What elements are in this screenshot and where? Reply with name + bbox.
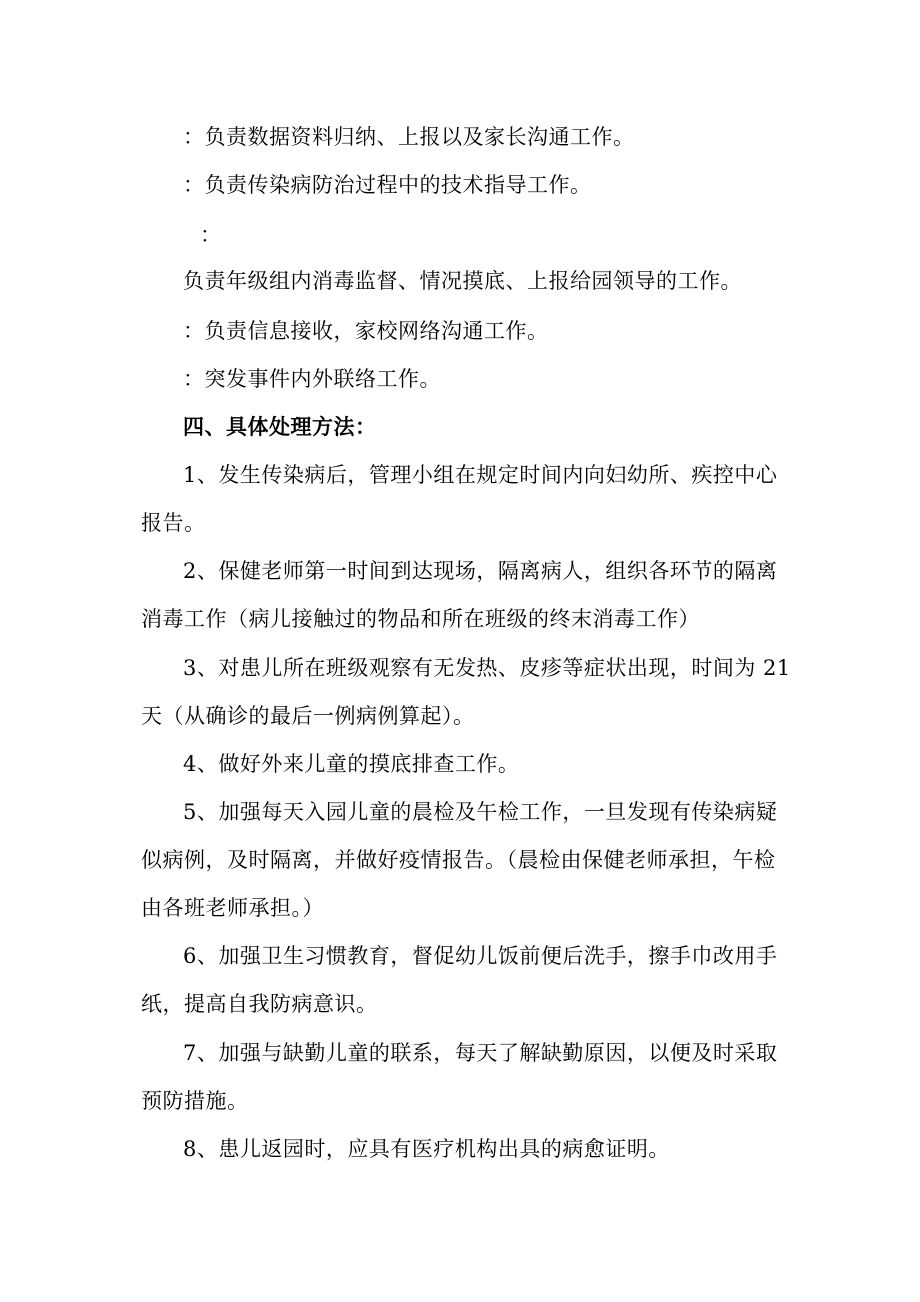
responsibility-line-colon: ： xyxy=(200,223,222,247)
responsibility-line-data: ：负责数据资料归纳、上报以及家长沟通工作。 xyxy=(183,125,635,149)
method-6-line-2: 纸，提高自我防病意识。 xyxy=(141,992,378,1016)
method-5-line-1: 5、加强每天入园儿童的晨检及午检工作，一旦发现有传染病疑 xyxy=(183,800,778,824)
method-5-line-2: 似病例，及时隔离，并做好疫情报告。（晨检由保健老师承担，午检 xyxy=(141,848,776,872)
method-2-line-1: 2、保健老师第一时间到达现场，隔离病人，组织各环节的隔离 xyxy=(183,559,778,583)
method-1-line-1: 1、发生传染病后，管理小组在规定时间内向妇幼所、疾控中心 xyxy=(183,463,778,487)
method-3-line-2: 天（从确诊的最后一例病例算起）。 xyxy=(141,704,475,728)
responsibility-line-liaison: ：突发事件内外联络工作。 xyxy=(183,367,441,391)
responsibility-line-grade: 负责年级组内消毒监督、情况摸底、上报给园领导的工作。 xyxy=(183,269,742,293)
responsibility-line-info: ：负责信息接收，家校网络沟通工作。 xyxy=(183,319,549,343)
method-7-line-1: 7、加强与缺勤儿童的联系，每天了解缺勤原因，以便及时采取 xyxy=(183,1041,778,1065)
method-2-line-2: 消毒工作（病儿接触过的物品和所在班级的终末消毒工作） xyxy=(141,607,700,631)
responsibility-line-technical: ：负责传染病防治过程中的技术指导工作。 xyxy=(183,173,592,197)
method-4-line-1: 4、做好外来儿童的摸底排查工作。 xyxy=(183,752,520,776)
section-heading: 四、具体处理方法： xyxy=(183,414,377,439)
method-6-line-1: 6、加强卫生习惯教育，督促幼儿饭前便后洗手，擦手巾改用手 xyxy=(183,944,778,968)
method-8-line-1: 8、患儿返园时，应具有医疗机构出具的病愈证明。 xyxy=(183,1137,670,1161)
method-5-line-3: 由各班老师承担。） xyxy=(141,896,324,920)
method-7-line-2: 预防措施。 xyxy=(141,1089,249,1113)
method-1-line-2: 报告。 xyxy=(141,511,206,535)
method-3-line-1: 3、对患儿所在班级观察有无发热、皮疹等症状出现，时间为 21 xyxy=(183,656,791,680)
